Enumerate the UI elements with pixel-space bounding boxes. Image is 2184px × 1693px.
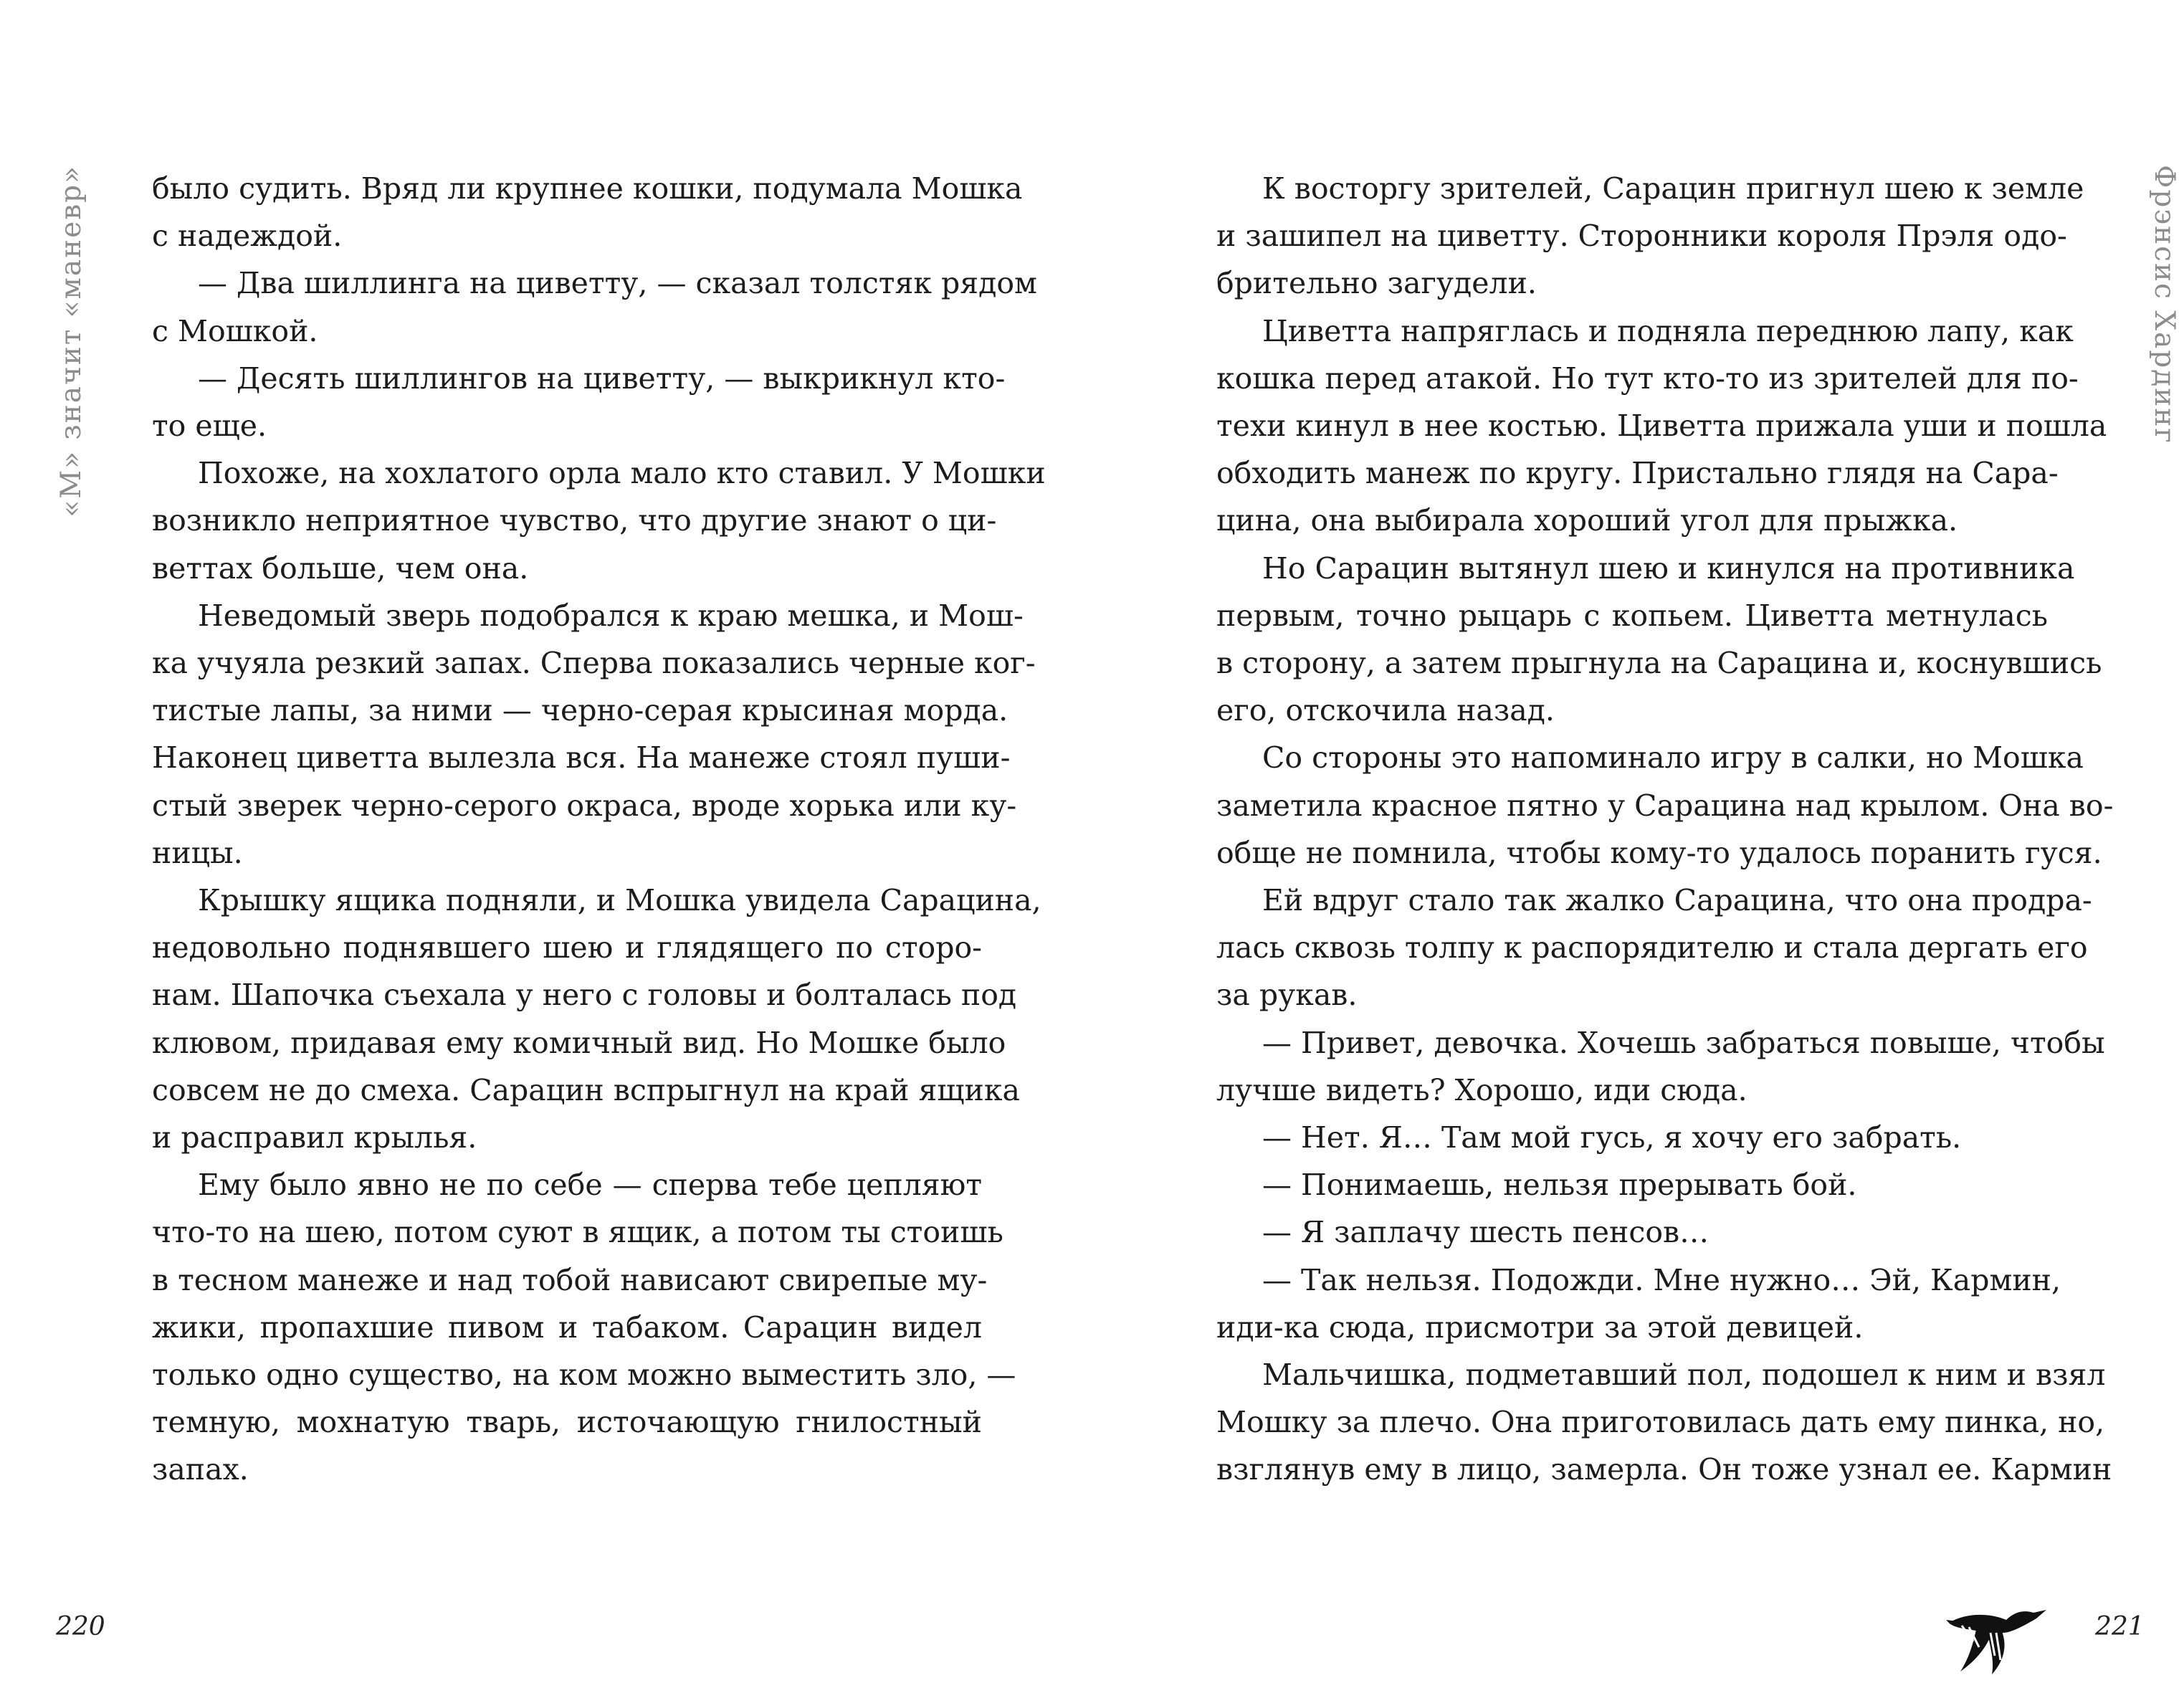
text-line: в тесном манеже и над тобой нависают свирепые му- — [152, 1262, 988, 1297]
text-line: Мальчишка, подметавший пол, подошел к ним и взял — [1262, 1358, 2106, 1392]
text-line: стый зверек черно-серого окраса, вроде хорька или ку- — [152, 788, 1017, 823]
text-line: возникло неприятное чувство, что другие знают о ци- — [152, 503, 997, 538]
text-line: с надеждой. — [152, 219, 343, 254]
running-head-title: «М» значит «маневр» — [55, 165, 87, 518]
text-line: взглянув ему в лицо, замерла. Он тоже узнал ее. Кармин — [1216, 1452, 2112, 1487]
text-line: тистые лапы, за ними — черно-серая крысиная морда. — [152, 693, 1008, 728]
text-line: лась сквозь толпу к распорядителю и стала дергать его — [1216, 930, 2088, 965]
running-head-author: Фрэнсис Хардинг — [2148, 165, 2180, 444]
text-line: за рукав. — [1216, 978, 1358, 1013]
text-line: Неведомый зверь подобрался к краю мешка, и Мош- — [198, 598, 1024, 633]
text-line: — Два шиллинга на циветту, — сказал толстяк рядом — [198, 266, 1037, 301]
text-line: лучше видеть? Хорошо, иди сюда. — [1216, 1072, 1747, 1107]
text-line: нам. Шапочка съехала у него с головы и болталась под — [152, 978, 1017, 1013]
text-line: с Мошкой. — [152, 313, 318, 348]
text-line: и зашипел на циветту. Сторонники короля Прэля одо- — [1216, 219, 2067, 254]
text-line: первым, точно рыцарь с копьем. Циветта метнулась — [1216, 598, 2048, 633]
text-line: — Нет. Я… Там мой гусь, я хочу его забрать. — [1262, 1120, 1962, 1155]
text-line: жики, пропахшие пивом и табаком. Сарацин видел — [152, 1310, 982, 1345]
text-line: то еще. — [152, 409, 267, 443]
text-line: запах. — [152, 1452, 249, 1487]
text-line: брительно загудели. — [1216, 266, 1537, 301]
text-line: в сторону, а затем прыгнула на Сарацина и, коснувшись — [1216, 646, 2102, 680]
flying-goose-icon — [1945, 1591, 2059, 1677]
text-line: ницы. — [152, 835, 243, 870]
text-line: обще не помнила, чтобы кому-то удалось поранить гуся. — [1216, 835, 2102, 870]
text-line: Наконец циветта вылезла вся. На манеже стоял пуши- — [152, 740, 1011, 776]
text-line: Ей вдруг стало так жалко Сарацина, что она продра- — [1262, 883, 2092, 917]
text-line: — Я заплачу шесть пенсов… — [1262, 1215, 1709, 1250]
text-line: клювом, придавая ему комичный вид. Но Мошке было — [152, 1025, 1006, 1060]
text-line: К восторгу зрителей, Сарацин пригнул шею к земле — [1262, 171, 2084, 206]
text-line: веттах больше, чем она. — [152, 550, 529, 586]
text-line: и расправил крылья. — [152, 1120, 477, 1155]
text-line: техи кинул в нее костью. Циветта прижала уши и пошла — [1216, 409, 2107, 443]
text-line: Крышку ящика подняли, и Мошка увидела Сарацина, — [198, 883, 1041, 917]
text-line: цина, она выбирала хороший угол для прыжка. — [1216, 503, 1958, 538]
text-line: Но Сарацин вытянул шею и кинулся на противника — [1262, 550, 2075, 586]
text-line: что-то на шею, потом суют в ящик, а потом ты стоишь — [152, 1215, 1003, 1250]
text-line: было судить. Вряд ли крупнее кошки, подумала Мошка — [152, 171, 1023, 206]
text-line: только одно существо, на ком можно выместить зло, — — [152, 1358, 1016, 1392]
text-line: заметила красное пятно у Сарацина над крылом. Она во- — [1216, 788, 2114, 823]
page-number: 220 — [56, 1612, 105, 1641]
text-line: Циветта напряглась и подняла переднюю лапу, как — [1262, 313, 2074, 348]
text-line: кошка перед атакой. Но тут кто-то из зрителей для по- — [1216, 361, 2079, 396]
text-line: Похоже, на хохлатого орла мало кто ставил. У Мошки — [198, 456, 1046, 491]
text-line: обходить манеж по кругу. Пристально глядя на Сара- — [1216, 456, 2059, 491]
text-line: ка учуяла резкий запах. Сперва показались черные ког- — [152, 646, 1036, 680]
text-line: — Привет, девочка. Хочешь забраться повыше, чтобы — [1262, 1025, 2105, 1060]
text-line: иди-ка сюда, присмотри за этой девицей. — [1216, 1310, 1864, 1345]
text-line: совсем не до смеха. Сарацин вспрыгнул на край ящика — [152, 1072, 1020, 1107]
text-line: его, отскочила назад. — [1216, 693, 1555, 728]
page-number: 221 — [2095, 1612, 2145, 1641]
text-line: Со стороны это напоминало игру в салки, но Мошка — [1262, 740, 2084, 776]
text-line: — Десять шиллингов на циветту, — выкрикнул кто- — [198, 361, 1006, 396]
text-line: темную, мохнатую тварь, источающую гнилостный — [152, 1405, 982, 1440]
text-line: Ему было явно не по себе — сперва тебе цепляют — [198, 1168, 982, 1203]
text-line: — Понимаешь, нельзя прерывать бой. — [1262, 1168, 1857, 1203]
right-page — [1092, 0, 2184, 1693]
text-line: недовольно поднявшего шею и глядящего по сторо- — [152, 930, 982, 965]
text-line: Мошку за плечо. Она приготовилась дать ему пинка, но, — [1216, 1405, 2105, 1440]
text-line: — Так нельзя. Подожди. Мне нужно… Эй, Кармин, — [1262, 1262, 2061, 1297]
